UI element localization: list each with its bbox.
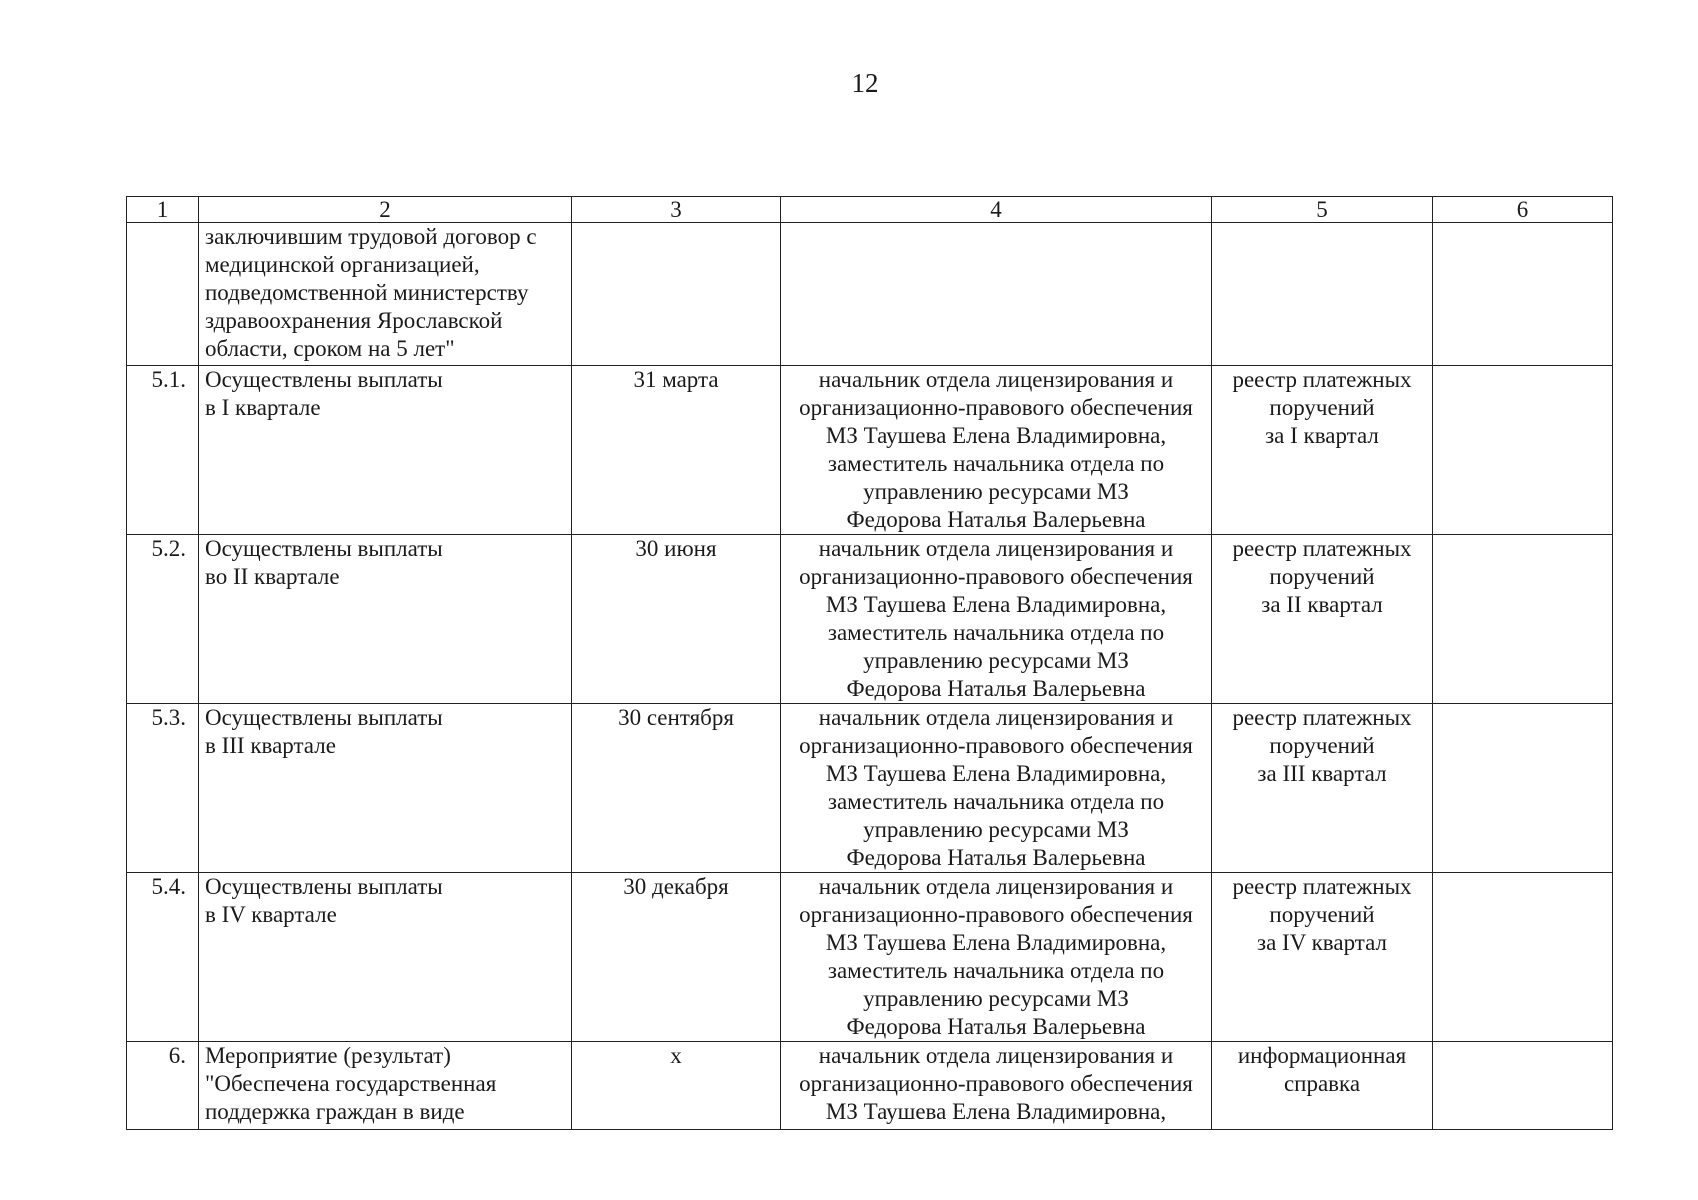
text-line: Осуществлены выплаты	[205, 874, 443, 899]
text-line: организационно-правового обеспечения	[799, 1071, 1193, 1096]
table-row	[127, 873, 1613, 1042]
text-line: Федорова Наталья Валерьевна	[846, 1014, 1146, 1039]
row-title	[199, 873, 572, 1042]
text-line: реестр платежных	[1232, 367, 1412, 392]
row-document	[1212, 873, 1433, 1042]
row-document	[1212, 704, 1433, 873]
text-line: области, сроком на 5 лет"	[205, 336, 455, 361]
text-line: заместитель начальника отдела по	[827, 958, 1165, 983]
text-line: управлению ресурсами МЗ	[863, 479, 1129, 504]
text-line: начальник отдела лицензирования и	[818, 1043, 1174, 1068]
text-line: Федорова Наталья Валерьевна	[846, 845, 1146, 870]
text-line: организационно-правового обеспечения	[799, 564, 1193, 589]
text-line: за III квартал	[1257, 761, 1387, 786]
row-note	[1433, 223, 1613, 366]
table-row	[127, 223, 1613, 366]
row-title	[199, 1042, 572, 1130]
column-header: 4	[781, 197, 1212, 223]
text-line: поручений	[1269, 395, 1375, 420]
row-note	[1433, 704, 1613, 873]
text-line: организационно-правового обеспечения	[799, 395, 1193, 420]
text-line: Федорова Наталья Валерьевна	[846, 676, 1146, 701]
text-line: заместитель начальника отдела по	[827, 620, 1165, 645]
row-responsible	[781, 223, 1212, 366]
row-number: 5.2.	[127, 535, 199, 704]
row-number: 5.4.	[127, 873, 199, 1042]
text-line: заместитель начальника отдела по	[827, 451, 1165, 476]
text-line: поддержка граждан в виде	[205, 1099, 465, 1124]
text-line: Осуществлены выплаты	[205, 367, 443, 392]
text-line: заместитель начальника отдела по	[827, 789, 1165, 814]
text-line: организационно-правового обеспечения	[799, 733, 1193, 758]
row-document	[1212, 1042, 1433, 1130]
row-deadline: 30 сентября	[572, 704, 781, 873]
text-line: справка	[1283, 1071, 1361, 1096]
text-line: МЗ Таушева Елена Владимировна,	[825, 761, 1167, 786]
row-responsible	[781, 535, 1212, 704]
row-note	[1433, 1042, 1613, 1130]
row-note	[1433, 873, 1613, 1042]
row-title	[199, 223, 572, 366]
column-header: 5	[1212, 197, 1433, 223]
text-line: начальник отдела лицензирования и	[818, 536, 1174, 561]
text-line: управлению ресурсами МЗ	[863, 986, 1129, 1011]
row-title	[199, 366, 572, 535]
text-line: поручений	[1269, 564, 1375, 589]
text-line: МЗ Таушева Елена Владимировна,	[825, 423, 1167, 448]
text-line: МЗ Таушева Елена Владимировна,	[825, 592, 1167, 617]
table-row	[127, 366, 1613, 535]
text-line: организационно-правового обеспечения	[799, 902, 1193, 927]
text-line: информационная	[1237, 1043, 1407, 1068]
page-number: 12	[851, 68, 879, 98]
text-line: управлению ресурсами МЗ	[863, 648, 1129, 673]
table-row	[127, 535, 1613, 704]
row-responsible	[781, 1042, 1212, 1130]
row-number: 6.	[127, 1042, 199, 1130]
column-header: 2	[199, 197, 572, 223]
row-document	[1212, 366, 1433, 535]
column-header: 3	[572, 197, 781, 223]
text-line: Осуществлены выплаты	[205, 705, 443, 730]
text-line: за II квартал	[1261, 592, 1383, 617]
row-deadline	[572, 223, 781, 366]
row-number: 5.1.	[127, 366, 199, 535]
text-line: реестр платежных	[1232, 536, 1412, 561]
row-deadline: x	[572, 1042, 781, 1130]
table-row	[127, 1042, 1613, 1130]
text-line: начальник отдела лицензирования и	[818, 367, 1174, 392]
plan-table	[126, 196, 1613, 1130]
text-line: за IV квартал	[1256, 930, 1387, 955]
text-line: здравоохранения Ярославской	[205, 308, 503, 333]
row-number	[127, 223, 199, 366]
text-line: поручений	[1269, 902, 1375, 927]
row-deadline: 30 июня	[572, 535, 781, 704]
row-document	[1212, 223, 1433, 366]
row-title	[199, 535, 572, 704]
text-line: заключившим трудовой договор с	[205, 224, 537, 249]
text-line: в III квартале	[205, 733, 336, 758]
column-number-row	[127, 197, 1613, 223]
text-line: реестр платежных	[1232, 705, 1412, 730]
row-responsible	[781, 873, 1212, 1042]
text-line: подведомственной министерству	[205, 280, 529, 305]
text-line: МЗ Таушева Елена Владимировна,	[825, 930, 1167, 955]
text-line: поручений	[1269, 733, 1375, 758]
text-line: реестр платежных	[1232, 874, 1412, 899]
row-note	[1433, 366, 1613, 535]
row-title	[199, 704, 572, 873]
row-deadline: 30 декабря	[572, 873, 781, 1042]
text-line: медицинской организацией,	[205, 252, 480, 277]
row-note	[1433, 535, 1613, 704]
row-number: 5.3.	[127, 704, 199, 873]
row-responsible	[781, 704, 1212, 873]
column-header: 6	[1433, 197, 1613, 223]
row-deadline: 31 марта	[572, 366, 781, 535]
text-line: во II квартале	[205, 564, 340, 589]
row-document	[1212, 535, 1433, 704]
text-line: Мероприятие (результат)	[205, 1043, 451, 1068]
column-header: 1	[127, 197, 199, 223]
text-line: в I квартале	[205, 395, 321, 420]
text-line: начальник отдела лицензирования и	[818, 874, 1174, 899]
text-line: в IV квартале	[205, 902, 337, 927]
text-line: управлению ресурсами МЗ	[863, 817, 1129, 842]
text-line: "Обеспечена государственная	[205, 1071, 497, 1096]
text-line: Осуществлены выплаты	[205, 536, 443, 561]
text-line: Федорова Наталья Валерьевна	[846, 507, 1146, 532]
text-line: МЗ Таушева Елена Владимировна,	[825, 1099, 1167, 1124]
row-responsible	[781, 366, 1212, 535]
text-line: за I квартал	[1265, 423, 1379, 448]
table-row	[127, 704, 1613, 873]
text-line: начальник отдела лицензирования и	[818, 705, 1174, 730]
